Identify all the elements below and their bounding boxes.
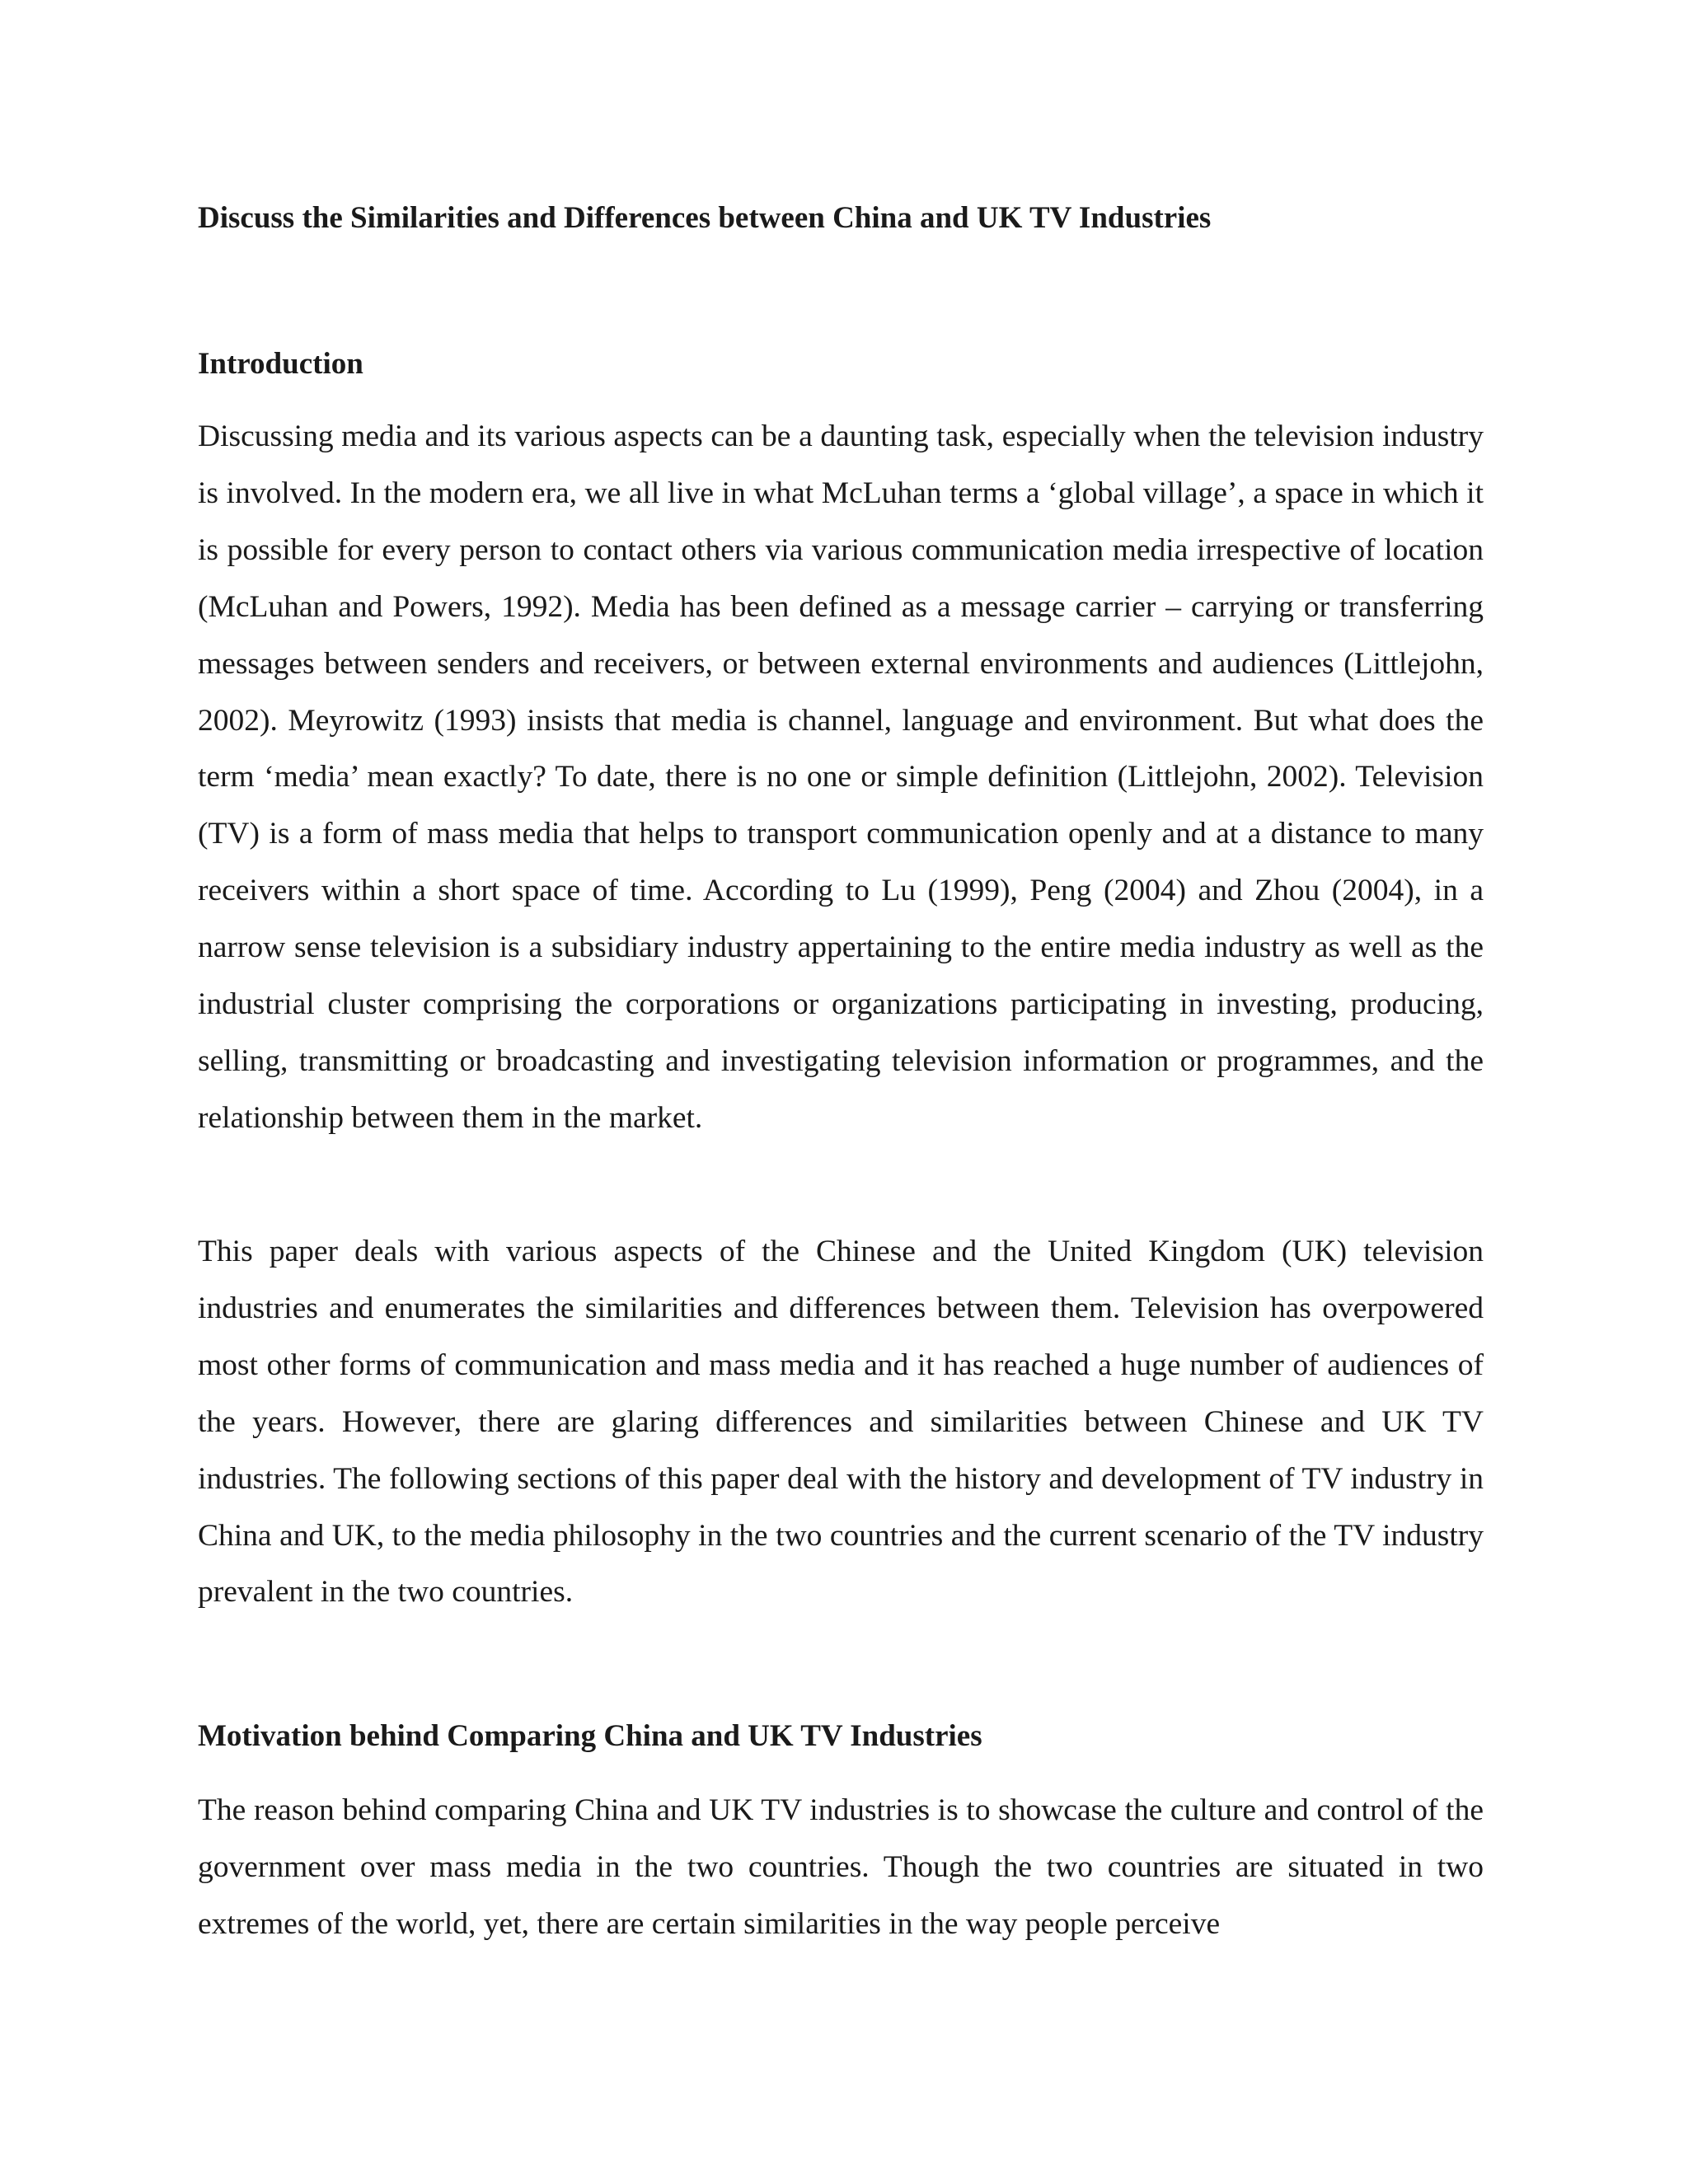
document-title: Discuss the Similarities and Differences between China and UK TV Industries: [198, 201, 1212, 235]
introduction-paragraph-2: This paper deals with various aspects of the Chinese and the United Kingdom (UK) television industries and enumerates the similarities and differences between them. Television has overpowered most other forms of communication and mass media and it has reached a huge number of audiences of the years. However, there are glaring differences and similarities between Chinese and UK TV industries. The following sections of this paper deal with the history and development of TV industry in China and UK, to the media philosophy in the two countries and the current scenario of the TV industry prevalent in the two countries.: [198, 1235, 1484, 1610]
section-heading-introduction: Introduction: [198, 347, 363, 381]
motivation-paragraph-1: The reason behind comparing China and UK TV industries is to showcase the culture and control of the government over mass media in the two countries. Though the two countries are situated in two extremes of the world, yet, there are certain similarities in the way people perceive: [198, 1793, 1484, 1941]
section-heading-motivation: Motivation behind Comparing China and UK TV Industries: [198, 1719, 982, 1753]
introduction-paragraph-1: Discussing media and its various aspects can be a daunting task, especially when the television industry is involved. In the modern era, we all live in what McLuhan terms a ‘global village’, a space in which it is possible for every person to contact others via various communication media irrespective of location (McLuhan and Powers, 1992). Media has been defined as a message carrier – carrying or transferring messages between senders and receivers, or between external environments and audiences (Littlejohn, 2002). Meyrowitz (1993) insists that media is channel, language and environment. But what does the term ‘media’ mean exactly? To date, there is no one or simple definition (Littlejohn, 2002). Television (TV) is a form of mass media that helps to transport communication openly and at a distance to many receivers within a short space of time. According to Lu (1999), Peng (2004) and Zhou (2004), in a narrow sense television is a subsidiary industry appertaining to the entire media industry as well as the industrial cluster comprising the corporations or organizations participating in investing, producing, selling, transmitting or broadcasting and investigating television information or programmes, and the relationship between them in the market.: [198, 419, 1484, 1135]
